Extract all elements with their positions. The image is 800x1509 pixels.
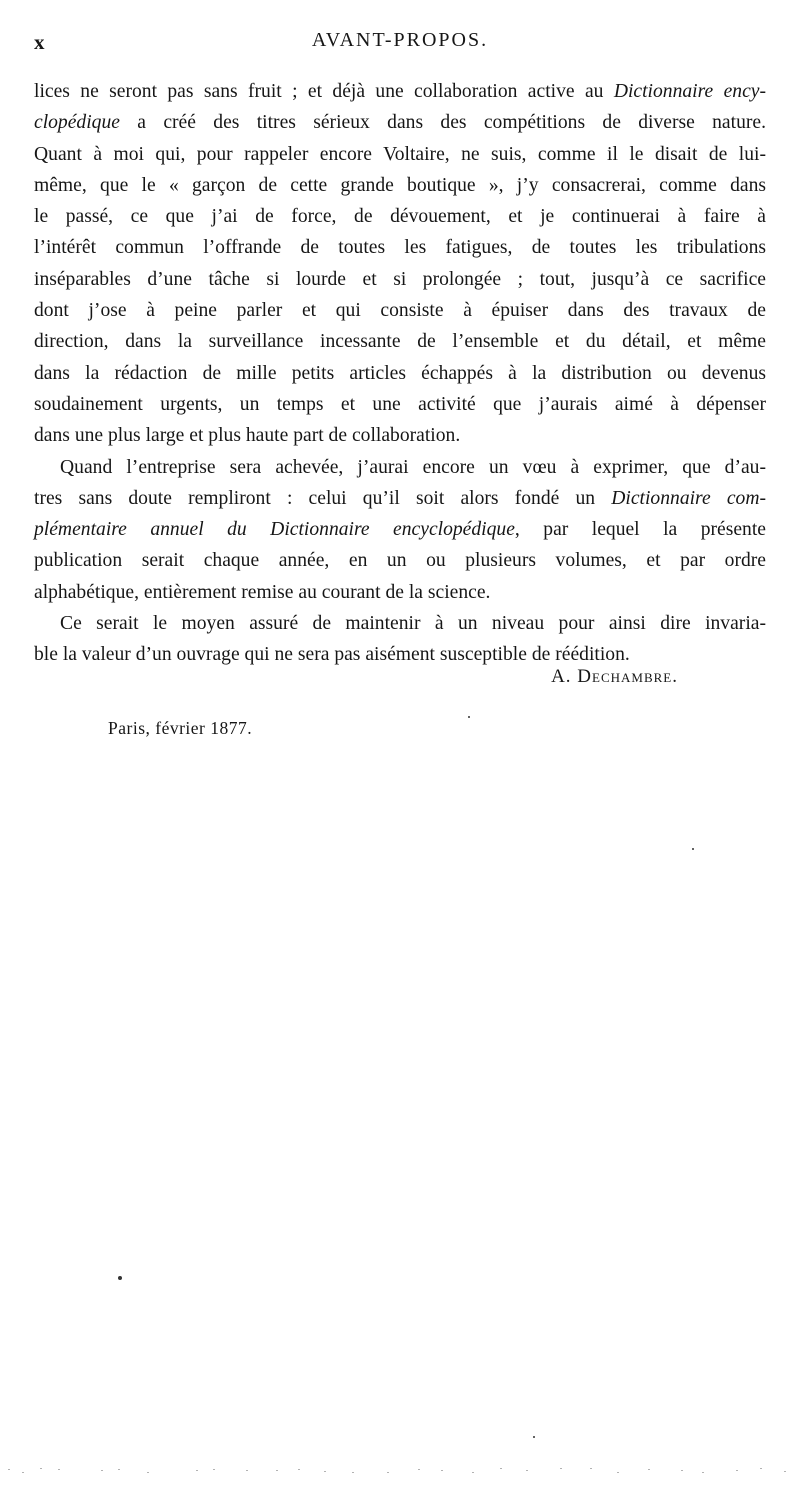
scan-speck <box>533 1436 535 1438</box>
scan-speck <box>352 1472 354 1473</box>
scan-speck <box>418 1469 420 1470</box>
scan-speck <box>324 1471 326 1472</box>
scan-speck <box>387 1472 389 1473</box>
text-line <box>34 389 766 420</box>
scan-speck <box>681 1470 683 1471</box>
body-text <box>34 76 766 671</box>
text-run: tres sans doute rempliront : celui qu’il soit alors fondé un <box>34 487 612 509</box>
scan-speck <box>101 1470 103 1471</box>
italic-text: plémentaire annuel du Dictionnaire encyclopédique <box>34 519 515 541</box>
text-line <box>34 201 766 232</box>
scan-speck <box>784 1471 786 1472</box>
text-run: l’intérêt commun l’offrande de toutes les fatigues, de toutes les tribulations <box>34 237 766 259</box>
scan-speck <box>213 1469 215 1470</box>
italic-text: clopédique <box>34 112 120 134</box>
text-line <box>34 264 766 295</box>
paragraph <box>34 452 766 608</box>
paragraph <box>34 608 766 671</box>
text-line <box>34 420 766 451</box>
author-signature: A. Dechambre. <box>551 666 678 687</box>
scan-speck <box>40 1468 42 1469</box>
text-run: dans une plus large et plus haute part de collaboration. <box>34 425 461 447</box>
text-run: Quand l’entreprise sera achevée, j’aurai encore un vœu à exprimer, que d’au- <box>60 456 766 478</box>
scan-speck <box>468 716 470 718</box>
scan-speck <box>22 1472 24 1473</box>
place-and-date: Paris, février 1877. <box>108 718 253 738</box>
scan-speck <box>58 1469 60 1470</box>
scan-speck <box>246 1470 248 1471</box>
scan-speck <box>617 1472 619 1473</box>
scan-speck <box>472 1472 474 1473</box>
text-line <box>34 545 766 576</box>
text-line <box>34 170 766 201</box>
scan-speck <box>441 1470 443 1471</box>
text-run: publication serait chaque année, en un ou plusieurs volumes, et par ordre <box>34 550 766 572</box>
text-run: Quant à moi qui, pour rappeler encore Voltaire, ne suis, comme il le disait de lui- <box>34 143 766 165</box>
scan-speck <box>8 1469 10 1470</box>
italic-text: Dictionnaire ency- <box>613 81 766 102</box>
text-run: , par lequel la présente <box>514 519 766 541</box>
text-run: lices ne seront pas sans fruit ; et déjà une collaboration active au <box>34 81 614 102</box>
scan-speck <box>118 1276 122 1280</box>
text-line <box>34 483 766 514</box>
text-line <box>34 76 766 107</box>
paragraph <box>34 76 766 452</box>
text-run: le passé, ce que j’ai de force, de dévouement, et je continuerai à faire à <box>34 206 766 228</box>
scan-speck <box>736 1470 738 1471</box>
text-line <box>34 139 766 170</box>
scan-speck <box>276 1470 278 1471</box>
italic-text: Dictionnaire com- <box>611 487 766 509</box>
scan-speck <box>702 1472 704 1473</box>
running-head: AVANT-PROPOS. <box>311 29 489 51</box>
scan-noise-row <box>0 1468 800 1476</box>
text-run: a créé des titres sérieux dans des compétitions de diverse nature. <box>119 112 766 134</box>
text-line <box>34 452 766 483</box>
text-run: alphabétique, entièrement remise au courant de la science. <box>34 581 491 603</box>
scan-speck <box>526 1470 528 1471</box>
text-run: même, que le « garçon de cette grande boutique », j’y consacrerai, comme dans <box>34 174 766 196</box>
scan-speck <box>118 1469 120 1470</box>
text-run: Ce serait le moyen assuré de maintenir à un niveau pour ainsi dire invaria- <box>60 613 766 635</box>
page-number: x <box>34 30 45 54</box>
scan-speck <box>560 1468 562 1469</box>
text-run: dans la rédaction de mille petits articles échappés à la distribution ou devenus <box>34 362 766 384</box>
text-line <box>34 358 766 389</box>
scan-speck <box>648 1469 650 1470</box>
text-run: direction, dans la surveillance incessante de l’ensemble et du détail, et même <box>34 331 766 353</box>
text-run: inséparables d’une tâche si lourde et si prolongée ; tout, jusqu’à ce sacrifice <box>34 268 766 290</box>
scan-speck <box>692 848 694 850</box>
scan-speck <box>196 1470 198 1471</box>
text-line <box>34 107 766 138</box>
text-line <box>34 295 766 326</box>
text-run: dont j’ose à peine parler et qui consiste à épuiser dans des travaux de <box>34 300 766 322</box>
text-line <box>34 608 766 639</box>
text-run: soudainement urgents, un temps et une activité que j’aurais aimé à dépenser <box>34 393 766 415</box>
text-line <box>34 232 766 263</box>
scan-speck <box>500 1468 502 1469</box>
text-run: ble la valeur d’un ouvrage qui ne sera pas aisément susceptible de réédition. <box>34 644 630 666</box>
text-line <box>34 577 766 608</box>
text-line <box>34 326 766 357</box>
scan-speck <box>590 1468 592 1469</box>
scan-speck <box>298 1469 300 1470</box>
text-line <box>34 514 766 545</box>
scan-speck <box>760 1468 762 1469</box>
scan-speck <box>147 1472 149 1473</box>
